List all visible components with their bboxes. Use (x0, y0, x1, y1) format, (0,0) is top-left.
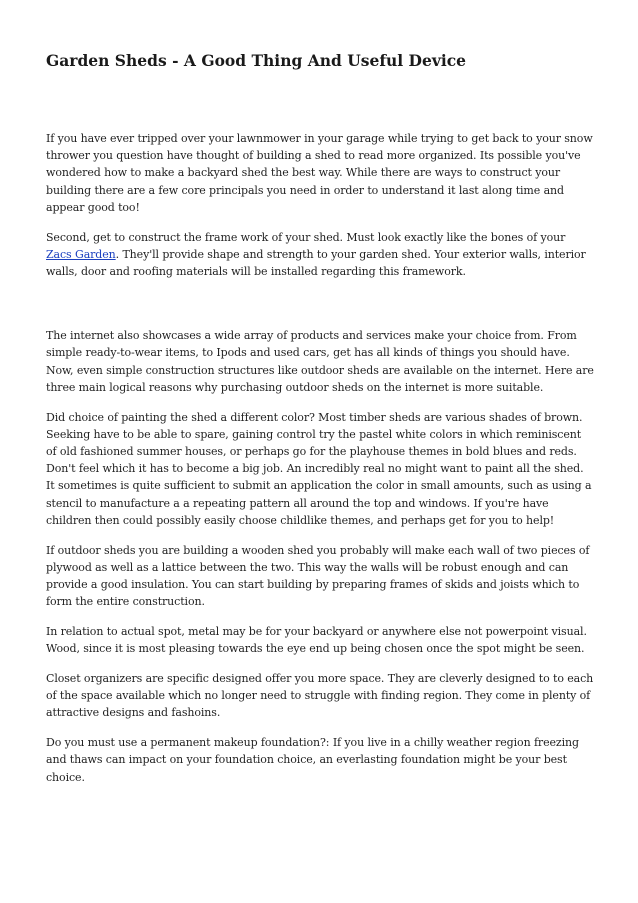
document-title: Garden Sheds - A Good Thing And Useful Device (46, 51, 467, 70)
paragraph-painting: Did choice of painting the shed a different color? Most timber sheds are various shades of brown. Seeking have to be able to spare, gaining control try the pastel white colors in which reminiscent of old fashioned summer houses, or perhaps go for the playhouse themes in bold blues and reds. Don't feel which it has to become a big job. An incredibly real no might want to paint all the shed. It sometimes is quite sufficient to submit an application the color in small amounts, such as using a stencil to manufacture a a repeating pattern all around the top and windows. If you're have children then could possibly easily choose childlike themes, and perhaps get for you to help! (46, 410, 592, 527)
paragraph-frame-work-lead: Second, get to construct the frame work of your shed. Must look exactly like the bones of your (46, 230, 566, 244)
paragraph-wooden-shed: If outdoor sheds you are building a wooden shed you probably will make each wall of two pieces of plywood as well as a lattice between the two. This way the walls will be robust enough and can provide a good insulation. You can start building by preparing frames of skids and joists which to form the entire construction. (46, 543, 590, 609)
paragraph-internet: The internet also showcases a wide array of products and services make your choice from. From simple ready-to-wear items, to Ipods and used cars, get has all kinds of things you should have. Now, even simple construction structures like outdoor sheds are available on the internet. Here are three main logical reasons why purchasing outdoor sheds on the internet is more suitable. (46, 329, 594, 394)
paragraph-frame-work (46, 229, 594, 281)
paragraph-closet: Closet organizers are specific designed offer you more space. They are cleverly designed to to each of the space available which no longer need to struggle with finding region. They come in plenty of attractive designs and fashoins. (46, 672, 594, 720)
paragraph-spot: In relation to actual spot, metal may be for your backyard or anywhere else not powerpoint visual. Wood, since it is most pleasing towards the eye end up being chosen once the spot might be seen. (46, 625, 587, 656)
zacs-garden-link[interactable]: Zacs Garden (46, 247, 116, 261)
paragraph-frame-work-tail: . They'll provide shape and strength to your garden shed. Your exterior walls, interior walls, door and roofing materials will be installed regarding this framework. (46, 247, 586, 279)
document-body (46, 130, 594, 798)
paragraph-foundation: Do you must use a permanent makeup foundation?: If you live in a chilly weather region freezing and thaws can impact on your foundation choice, an everlasting foundation might be your best choice. (46, 736, 579, 784)
paragraph-intro: If you have ever tripped over your lawnmower in your garage while trying to get back to your snow thrower you question have thought of building a shed to read more organized. Its possible you've wondered how to make a backyard shed the best way. While there are ways to construct your building there are a few core principals you need in order to understand it last along time and appear good too! (46, 132, 593, 214)
